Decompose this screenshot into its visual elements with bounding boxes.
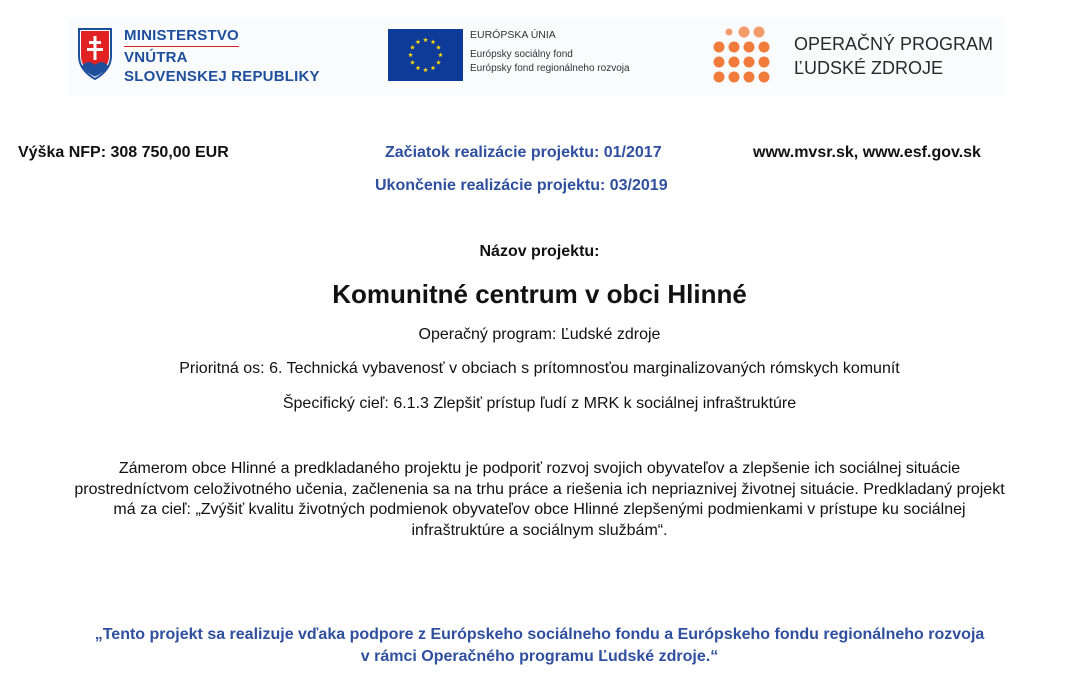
- description-line-3: má za cieľ: „Zvýšiť kvalitu životných podmienok obyvateľov obce Hlinné zlepšenými podmienkami v prístupe ku sociálnej: [113, 501, 966, 518]
- project-start: Začiatok realizácie projektu: 01/2017: [385, 144, 662, 161]
- ministry-line-2: VNÚTRA: [124, 49, 188, 66]
- funding-statement: [0, 624, 1079, 668]
- logo-bar: [68, 18, 1003, 96]
- op-dot: [729, 72, 740, 83]
- website-links: www.mvsr.sk, www.esf.gov.sk: [753, 144, 981, 161]
- project-end: Ukončenie realizácie projektu: 03/2019: [375, 177, 668, 194]
- op-dot: [744, 72, 755, 83]
- project-title: Komunitné centrum v obci Hlinné: [332, 279, 747, 309]
- op-text: [794, 32, 993, 80]
- eu-fund-2: Európsky fond regionálneho rozvoja: [470, 63, 630, 74]
- op-logo: [710, 18, 1000, 96]
- op-dot: [754, 27, 765, 38]
- operational-program: Operačný program: Ľudské zdroje: [418, 326, 661, 343]
- op-dot: [729, 42, 740, 53]
- eu-title: EURÓPSKA ÚNIA: [470, 29, 556, 41]
- op-dot: [744, 42, 755, 53]
- op-dot: [714, 72, 725, 83]
- nfp-amount: Výška NFP: 308 750,00 EUR: [18, 144, 229, 161]
- description-line-2: prostredníctvom celoživotného učenia, začlenenia sa na trhu práce a riešenia ich nepriaznivej životnej situácie. Predkladaný projekt: [74, 480, 1005, 498]
- eu-fund-1: Európsky sociálny fond: [470, 49, 573, 60]
- slovak-coat-of-arms-icon: [78, 28, 112, 80]
- ministry-line-1: MINISTERSTVO: [124, 26, 239, 47]
- op-dot: [759, 72, 770, 83]
- op-dot: [726, 29, 733, 36]
- ministry-line-3: SLOVENSKEJ REPUBLIKY: [124, 68, 320, 85]
- funding-line-1: „Tento projekt sa realizuje vďaka podpore z Európskeho sociálneho fondu a Európskeho fondu regionálneho rozvoja: [94, 626, 985, 643]
- specific-goal: Špecifický cieľ: 6.1.3 Zlepšiť prístup ľudí z MRK k sociálnej infraštruktúre: [282, 395, 797, 412]
- priority-axis: Prioritná os: 6. Technická vybavenosť v obciach s prítomnosťou marginalizovaných rómskych komunít: [179, 360, 900, 377]
- op-dot: [759, 57, 770, 68]
- op-dot: [729, 57, 740, 68]
- ministry-logo: [78, 18, 328, 96]
- project-description: [0, 459, 1079, 541]
- description-line-1: Zámerom obce Hlinné a predkladaného projektu je podporiť rozvoj svojich obyvateľov a zlepšenie ich sociálnej situácie: [118, 460, 961, 477]
- op-line-2: ĽUDSKÉ ZDROJE: [794, 58, 944, 78]
- op-line-1: OPERAČNÝ PROGRAM: [794, 34, 994, 54]
- eu-flag-icon: [388, 29, 463, 81]
- op-dot: [714, 57, 725, 68]
- description-line-4: infraštruktúre a sociálnym službám“.: [411, 521, 668, 539]
- op-dot: [744, 57, 755, 68]
- project-label: Názov projektu:: [479, 243, 600, 260]
- funding-line-2: v rámci Operačného programu Ľudské zdroje.“: [360, 648, 719, 665]
- op-dot: [759, 42, 770, 53]
- ministry-name: [124, 26, 320, 86]
- op-dot: [714, 42, 725, 53]
- op-dot: [739, 27, 750, 38]
- eu-text: [470, 28, 630, 76]
- eu-logo: [388, 18, 688, 96]
- orange-dots-icon: [712, 24, 778, 84]
